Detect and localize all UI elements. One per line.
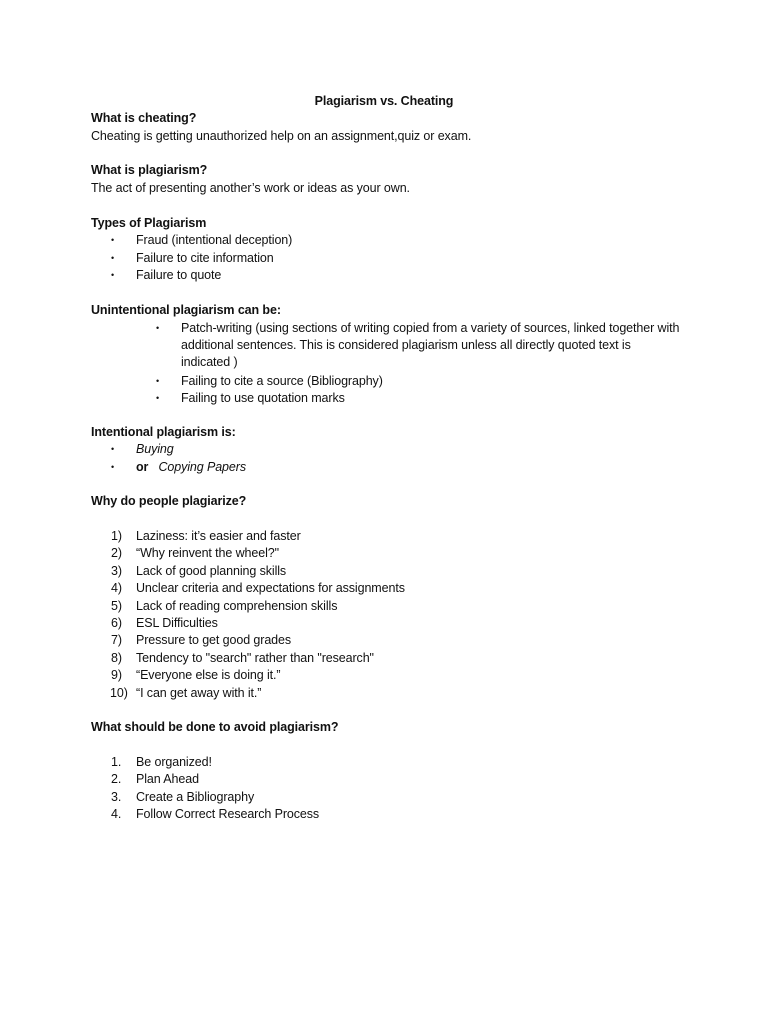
list-item-text: Failure to quote: [136, 268, 222, 282]
bullet-icon: •: [156, 375, 160, 386]
list-item-prefix: or: [136, 459, 149, 474]
list-item-text: Unclear criteria and expectations for assignments: [136, 581, 405, 596]
list-item-text: Be organized!: [136, 755, 212, 769]
list-item: [111, 806, 320, 823]
list-number: 5): [111, 598, 122, 613]
unintentional-heading: Unintentional plagiarism can be:: [91, 303, 281, 317]
cheating-heading: What is cheating?: [91, 111, 197, 125]
list-item: [111, 545, 405, 562]
list-item: [111, 789, 319, 806]
types-heading: Types of Plagiarism: [91, 216, 207, 230]
list-item-text: Failure to cite information: [136, 250, 274, 265]
list-item: [111, 771, 319, 788]
list-item-text: Follow Correct Research Process: [136, 807, 320, 822]
list-item: [111, 580, 405, 597]
list-item-text: Failing to use quotation marks: [181, 391, 345, 406]
intentional-heading: Intentional plagiarism is:: [91, 425, 236, 439]
list-item-text: Copying Papers: [158, 459, 246, 474]
list-item-text: Patch-writing (using sections of writing copied from a variety of sources, linked together with additional sentences. This is considered plagiarism unless all directly quoted text is indicated ): [181, 321, 680, 370]
bullet-icon: •: [111, 444, 115, 454]
list-item: [156, 320, 681, 372]
list-item: [111, 754, 319, 771]
list-item-text: Failing to cite a source (Bibliography): [181, 373, 383, 388]
bullet-icon: •: [111, 461, 115, 472]
list-item: [111, 563, 405, 580]
list-item: [111, 250, 292, 268]
list-item-text: “Why reinvent the wheel?": [136, 546, 279, 561]
list-number: 3): [111, 563, 122, 578]
list-number: 4.: [111, 807, 122, 822]
list-item: [110, 685, 405, 702]
list-item-text: ESL Difficulties: [136, 615, 218, 630]
list-number: 7): [111, 633, 122, 648]
bullet-icon: •: [156, 393, 160, 404]
list-item: [111, 598, 405, 615]
plagiarism-heading: What is plagiarism?: [91, 163, 208, 177]
list-number: 6): [111, 615, 122, 630]
list-item-text: “Everyone else is doing it.”: [136, 668, 281, 683]
unintentional-list: [156, 320, 681, 408]
list-item: [111, 650, 405, 667]
list-number: 1.: [111, 755, 122, 769]
list-item: [111, 459, 246, 477]
list-item: [111, 632, 405, 649]
list-item: [156, 390, 681, 408]
plagiarism-definition: The act of presenting another’s work or ideas as your own.: [91, 181, 410, 195]
document-title: Plagiarism vs. Cheating: [314, 94, 454, 108]
list-item: [111, 441, 246, 459]
list-item: [111, 267, 292, 285]
list-item-text: Create a Bibliography: [136, 789, 255, 804]
avoid-list: [111, 754, 320, 824]
list-item: [156, 373, 681, 391]
list-item-text: Lack of reading comprehension skills: [136, 598, 338, 613]
avoid-heading: What should be done to avoid plagiarism?: [91, 720, 339, 734]
bullet-icon: •: [111, 252, 115, 263]
list-number: 2.: [111, 772, 122, 787]
list-number: 9): [111, 668, 122, 683]
why-heading: Why do people plagiarize?: [91, 494, 247, 508]
list-item-text: Tendency to "search" rather than "research": [136, 650, 374, 665]
list-number: 3.: [111, 789, 122, 804]
bullet-icon: •: [111, 235, 115, 245]
list-item-text: “I can get away with it.”: [136, 685, 262, 700]
list-item: [111, 232, 293, 250]
list-item-text: Pressure to get good grades: [136, 633, 292, 648]
list-item-text: Buying: [136, 442, 174, 456]
list-item: [111, 667, 405, 684]
types-list: [111, 232, 293, 285]
list-item-text: Laziness: it’s easier and faster: [136, 529, 301, 543]
bullet-icon: •: [156, 323, 160, 333]
list-number: 10): [110, 685, 128, 700]
list-item-text: Plan Ahead: [136, 772, 199, 787]
list-number: 2): [111, 546, 122, 561]
list-item-text: Fraud (intentional deception): [136, 233, 293, 247]
why-list: [110, 528, 405, 702]
list-number: 4): [111, 581, 122, 596]
intentional-list: [111, 441, 246, 476]
list-item-text: Lack of good planning skills: [136, 563, 287, 578]
list-number: 8): [111, 650, 122, 665]
bullet-icon: •: [111, 270, 115, 280]
list-item: [111, 528, 405, 545]
list-number: 1): [111, 529, 122, 543]
list-item: [111, 615, 405, 632]
cheating-definition: Cheating is getting unauthorized help on an assignment,quiz or exam.: [91, 129, 472, 143]
